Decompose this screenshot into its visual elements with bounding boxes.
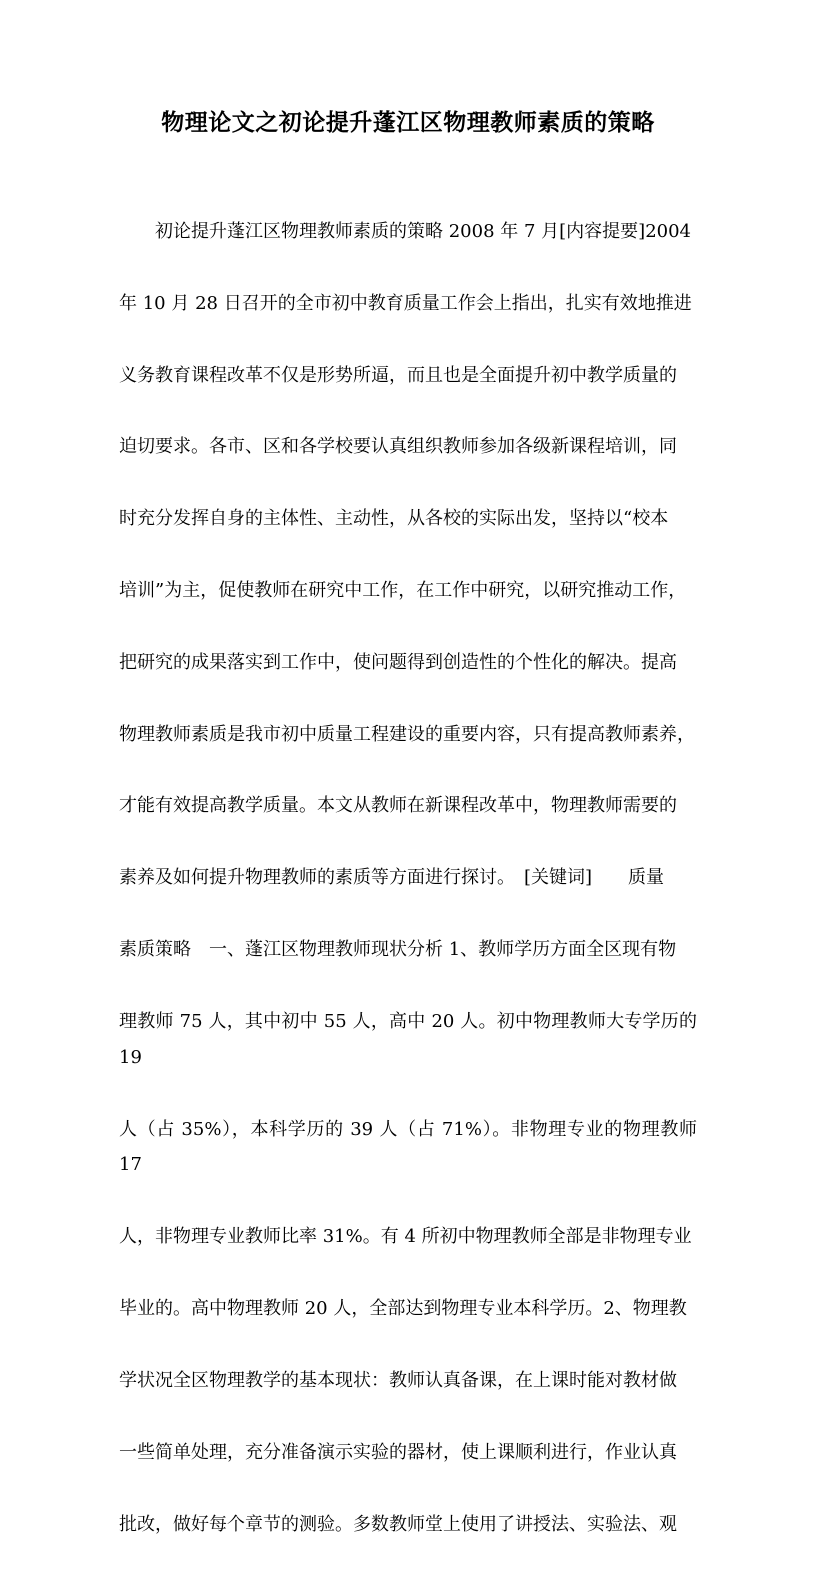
body-line: 初论提升蓬江区物理教师素质的策略 2008 年 7 月[内容提要]2004 bbox=[119, 220, 691, 242]
body-line: 培训”为主，促使教师在研究中工作，在工作中研究，以研究推动工作， bbox=[119, 579, 687, 601]
body-line: 人，非物理专业教师比率 31%。有 4 所初中物理教师全部是非物理专业 bbox=[119, 1226, 692, 1248]
body-line: 理教师 75 人，其中初中 55 人，高中 20 人。初中物理教师大专学历的 19 bbox=[119, 1010, 697, 1068]
body-line: 才能有效提高教学质量。本文从教师在新课程改革中，物理教师需要的 bbox=[119, 795, 677, 817]
body-line: 批改，做好每个章节的测验。多数教师堂上使用了讲授法、实验法、观 bbox=[119, 1513, 677, 1535]
body-line: 物理教师素质是我市初中质量工程建设的重要内容，只有提高教师素养， bbox=[119, 723, 695, 745]
body-line: 人（占 35%），本科学历的 39 人（占 71%）。非物理专业的物理教师 17 bbox=[119, 1118, 697, 1176]
body-line: 一些简单处理，充分准备演示实验的器材，使上课顺利进行，作业认真 bbox=[119, 1441, 677, 1463]
body-line: 素质策略 一、蓬江区物理教师现状分析 1、教师学历方面全区现有物 bbox=[119, 939, 677, 961]
body-line: 迫切要求。各市、区和各学校要认真组织教师参加各级新课程培训，同 bbox=[119, 436, 677, 458]
body-line: 年 10 月 28 日召开的全市初中教育质量工作会上指出，扎实有效地推进 bbox=[119, 292, 692, 314]
body-line: 时充分发挥自身的主体性、主动性，从各校的实际出发，坚持以“校本 bbox=[119, 508, 669, 530]
body-line: 义务教育课程改革不仅是形势所逼，而且也是全面提升初中教学质量的 bbox=[119, 364, 677, 386]
body-line: 素养及如何提升物理教师的素质等方面进行探讨。 [关键词] 质量 bbox=[119, 867, 665, 889]
document-title: 物理论文之初论提升蓬江区物理教师素质的策略 bbox=[161, 109, 655, 136]
body-line: 毕业的。高中物理教师 20 人，全部达到物理专业本科学历。2、物理教 bbox=[119, 1298, 687, 1320]
body-line: 把研究的成果落实到工作中，使问题得到创造性的个性化的解决。提高 bbox=[119, 651, 677, 673]
body-line: 学状况全区物理教学的基本现状：教师认真备课，在上课时能对教材做 bbox=[119, 1369, 677, 1391]
document-body bbox=[119, 178, 697, 1578]
